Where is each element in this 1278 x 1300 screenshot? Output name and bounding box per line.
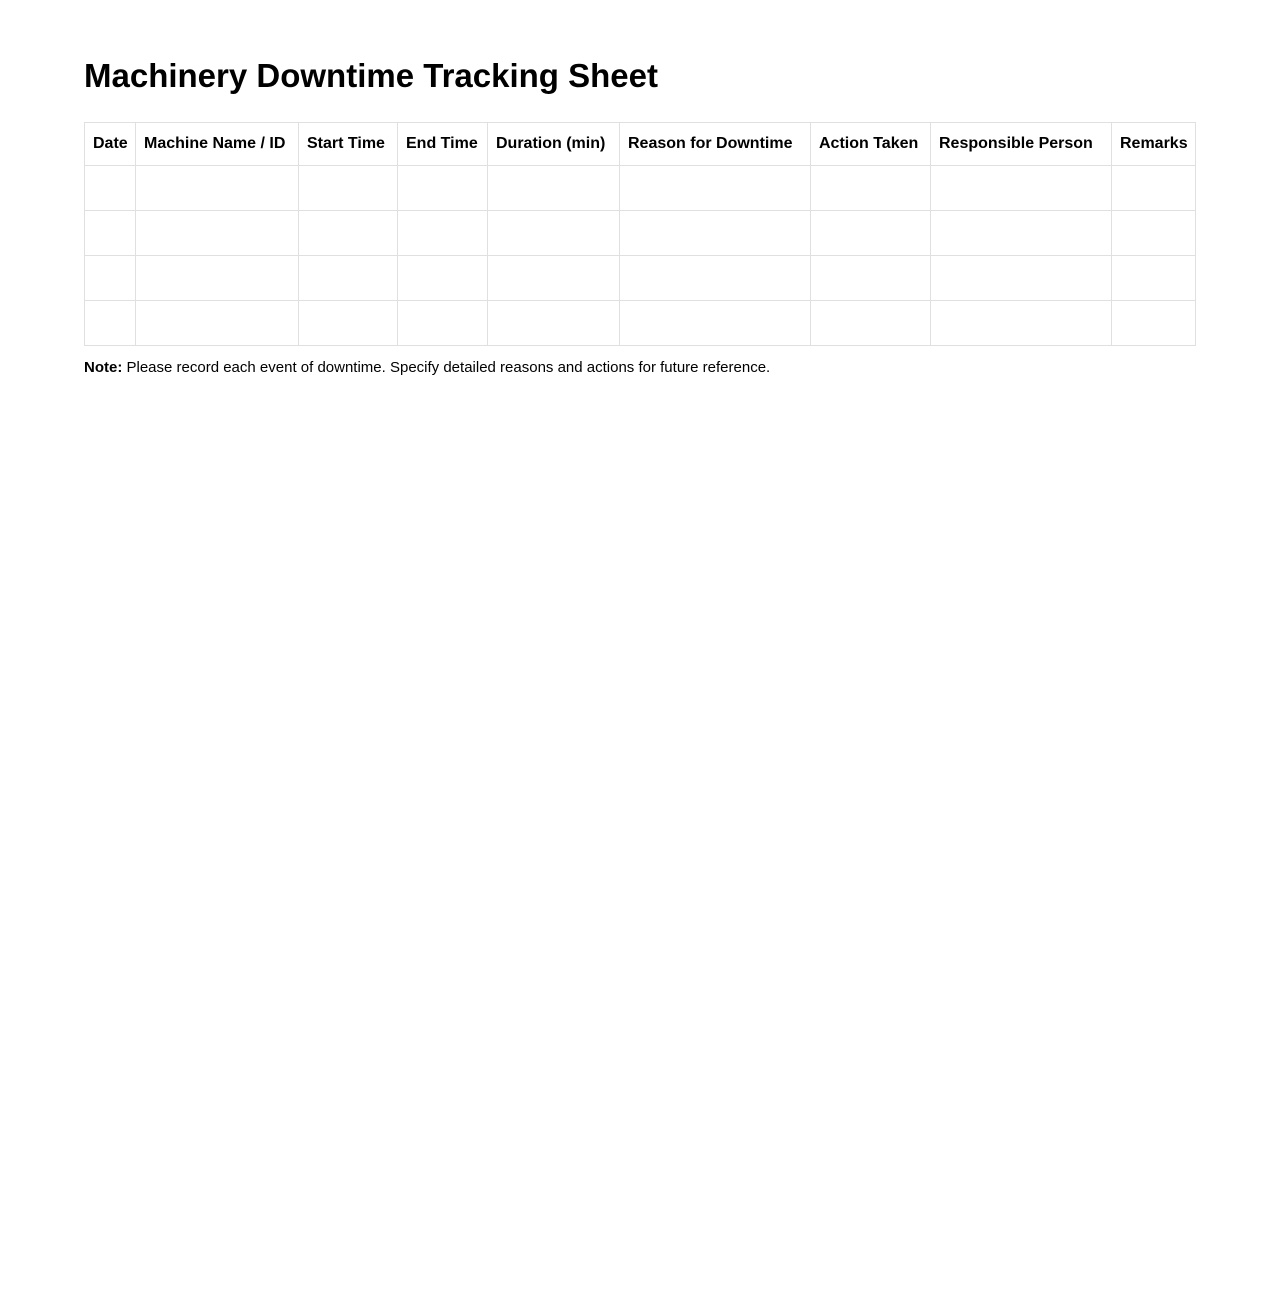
- table-cell-duration-min: [488, 300, 620, 345]
- table-cell-action-taken: [811, 255, 931, 300]
- table-cell-start-time: [299, 165, 398, 210]
- column-header-remarks: Remarks: [1112, 122, 1196, 165]
- table-body: [85, 165, 1196, 345]
- column-header-duration-min: Duration (min): [488, 122, 620, 165]
- column-header-reason-for-downtime: Reason for Downtime: [620, 122, 811, 165]
- table-cell-responsible-person: [931, 210, 1112, 255]
- table-cell-reason-for-downtime: [620, 165, 811, 210]
- table-cell-responsible-person: [931, 255, 1112, 300]
- table-cell-date: [85, 165, 136, 210]
- table-cell-responsible-person: [931, 300, 1112, 345]
- table-cell-machine-name-id: [136, 300, 299, 345]
- table-cell-machine-name-id: [136, 255, 299, 300]
- table-cell-end-time: [398, 165, 488, 210]
- table-row: [85, 255, 1196, 300]
- table-cell-responsible-person: [931, 165, 1112, 210]
- table-cell-duration-min: [488, 210, 620, 255]
- downtime-table: [84, 122, 1196, 346]
- table-cell-reason-for-downtime: [620, 210, 811, 255]
- column-header-action-taken: Action Taken: [811, 122, 931, 165]
- column-header-responsible-person: Responsible Person: [931, 122, 1112, 165]
- table-cell-end-time: [398, 210, 488, 255]
- column-header-end-time: End Time: [398, 122, 488, 165]
- table-cell-action-taken: [811, 165, 931, 210]
- table-cell-end-time: [398, 255, 488, 300]
- table-cell-reason-for-downtime: [620, 300, 811, 345]
- table-cell-date: [85, 255, 136, 300]
- table-cell-reason-for-downtime: [620, 255, 811, 300]
- table-cell-start-time: [299, 255, 398, 300]
- table-cell-remarks: [1112, 300, 1196, 345]
- page-title: Machinery Downtime Tracking Sheet: [84, 57, 658, 94]
- table-cell-action-taken: [811, 210, 931, 255]
- table-cell-start-time: [299, 300, 398, 345]
- table-header: [85, 122, 1196, 165]
- table-row: [85, 300, 1196, 345]
- table-cell-machine-name-id: [136, 210, 299, 255]
- table-cell-remarks: [1112, 255, 1196, 300]
- table-row: [85, 165, 1196, 210]
- table-header-row: [85, 122, 1196, 165]
- table-cell-duration-min: [488, 165, 620, 210]
- table-cell-start-time: [299, 210, 398, 255]
- note-label: Note:: [84, 358, 123, 376]
- table-cell-date: [85, 210, 136, 255]
- column-header-machine-name-id: Machine Name / ID: [136, 122, 299, 165]
- table-cell-duration-min: [488, 255, 620, 300]
- table-cell-machine-name-id: [136, 165, 299, 210]
- note: [84, 358, 1195, 378]
- note-text: Please record each event of downtime. Specify detailed reasons and actions for future reference.: [126, 358, 771, 376]
- table-cell-action-taken: [811, 300, 931, 345]
- column-header-start-time: Start Time: [299, 122, 398, 165]
- table-cell-remarks: [1112, 165, 1196, 210]
- column-header-date: Date: [85, 122, 136, 165]
- table-cell-remarks: [1112, 210, 1196, 255]
- table-row: [85, 210, 1196, 255]
- table-cell-end-time: [398, 300, 488, 345]
- table-cell-date: [85, 300, 136, 345]
